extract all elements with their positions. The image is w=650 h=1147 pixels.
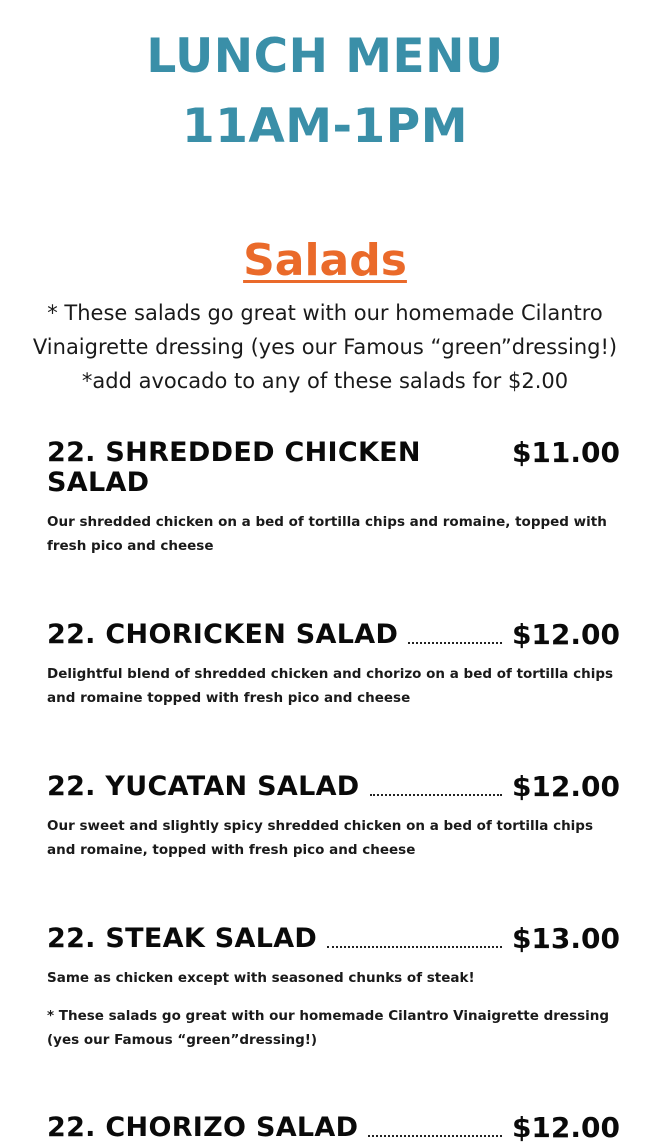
menu-item-name: 22. YUCATAN SALAD bbox=[47, 771, 360, 802]
section-title: Salads bbox=[243, 235, 407, 286]
menu-item-header bbox=[47, 924, 620, 954]
menu-item bbox=[47, 1113, 620, 1143]
menu-item-description: Our sweet and slightly spicy shredded chicken on a bed of tortilla chips and romaine, topped with fresh pico and cheese bbox=[47, 818, 594, 858]
menu-item-header bbox=[47, 438, 620, 498]
menu-item-name: 22. CHORIZO SALAD bbox=[47, 1112, 359, 1143]
menu-item-price: $12.00 bbox=[511, 1111, 620, 1144]
section-intro bbox=[10, 296, 640, 398]
section-header bbox=[0, 230, 650, 292]
menu-item bbox=[47, 438, 620, 558]
menu-item-header bbox=[47, 620, 620, 650]
menu-item-name: 22. SHREDDED CHICKEN SALAD bbox=[47, 437, 421, 498]
menu-item-description: Same as chicken except with seasoned chunks of steak! bbox=[47, 970, 475, 986]
menu-item-price: $12.00 bbox=[511, 770, 620, 803]
menu-item-price: $12.00 bbox=[511, 618, 620, 651]
menu-title: LUNCH MENU bbox=[146, 29, 504, 84]
menu-item-description: Delightful blend of shredded chicken and chorizo on a bed of tortilla chips and romaine topped with fresh pico and cheese bbox=[47, 666, 614, 706]
menu-item bbox=[47, 924, 620, 1052]
menu-item-header bbox=[47, 1113, 620, 1143]
intro-line: * These salads go great with our homemade Cilantro bbox=[47, 301, 603, 325]
menu-item-name: 22. STEAK SALAD bbox=[47, 923, 318, 954]
dot-leader bbox=[408, 620, 502, 644]
intro-line: *add avocado to any of these salads for $2.00 bbox=[81, 369, 569, 393]
menu-item-price: $11.00 bbox=[511, 436, 620, 469]
menu-item bbox=[47, 620, 620, 710]
menu-item-note: * These salads go great with our homemade Cilantro Vinaigrette dressing (yes our Famous “green”dressing!) bbox=[47, 1008, 610, 1048]
dot-leader bbox=[368, 1113, 502, 1137]
menu-item-price: $13.00 bbox=[511, 922, 620, 955]
intro-line: Vinaigrette dressing (yes our Famous “green”dressing!) bbox=[32, 335, 618, 359]
dot-leader bbox=[370, 772, 502, 796]
menu-item bbox=[47, 772, 620, 862]
menu-item-description: Our shredded chicken on a bed of tortilla chips and romaine, topped with fresh pico and cheese bbox=[47, 514, 607, 554]
menu-item-name: 22. CHORICKEN SALAD bbox=[47, 619, 399, 650]
dot-leader bbox=[327, 924, 502, 948]
menu-item-header bbox=[47, 772, 620, 802]
menu-header bbox=[0, 22, 650, 162]
menu-hours: 11AM-1PM bbox=[182, 99, 468, 154]
